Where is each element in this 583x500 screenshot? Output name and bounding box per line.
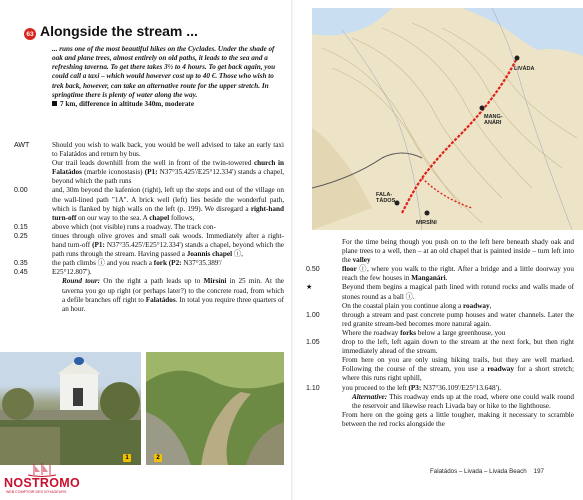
paragraph-text: floor ⓘ, where you walk to the right. After a bridge and a little doorway you reach the few houses in Manganári. [342, 265, 574, 283]
walking-time: ★ [306, 284, 313, 292]
walking-time: 0.45 [14, 269, 28, 277]
paragraph-text: On the coastal plain you continue along a roadway, [342, 301, 492, 310]
text-row [306, 393, 576, 411]
paragraph-text: From here on the going gets a little tougher, making it necessary to scramble between the red rocks alongside the [342, 410, 574, 428]
map-label-tados: TÁDOS [376, 198, 396, 204]
text-row [306, 411, 576, 429]
walking-time [306, 356, 342, 383]
photo-badge: 1 [123, 454, 131, 462]
paragraph-text: Where the roadway forks below a large greenhouse, you [342, 328, 506, 337]
paragraph-text: Round tour: On the right a path leads up to Mirsíni in 25 min. At the taverna you go up right (or perhaps later?) to the concrete road, from which a defile branches off right to Falatádos. In total you require three quarters of an hour. [62, 277, 284, 313]
right-main-text [306, 238, 576, 429]
paragraph-text: drop to the left, left again down to the stream at the next fork, but then right immediately ahead of the stream. [342, 338, 574, 356]
map-label-livada: LIVÁDA [514, 66, 535, 72]
stats-square-icon [52, 101, 57, 106]
paragraph-text: and, 30m beyond the kafenion (right), left up the steps and out of the village on the wall-lined path "1A". A brick well (left) lies beside the wonderful path, which is flanked by high walls on the left (p. 199). We disregard a right-hand turn-off on our way to the sea. A chapel follows, [52, 186, 284, 222]
running-head: Falatádos – Livada – Livada Beach [430, 468, 527, 475]
text-row [14, 159, 284, 186]
stats-line [52, 100, 194, 108]
text-row [306, 311, 576, 329]
text-row [306, 329, 576, 338]
walking-time: 0.15 [14, 223, 28, 231]
text-row [306, 384, 576, 393]
paragraph-text: For the time being though you push on to the left here beneath shady oak and plane trees to a well, then – at an old chapel that is painted inside – turn left into the valley [342, 238, 574, 265]
walking-time [306, 302, 342, 311]
page-number: 197 [533, 468, 544, 475]
text-row [306, 356, 576, 383]
chapel-illustration [0, 352, 141, 465]
walking-time: 1.10 [306, 384, 320, 392]
intro-text: ... runs one of the most beautiful hikes on the Cyclades. Under the shade of oak and plane trees, almost entirely on old paths, it leads to the sea and a refreshing taverna. To get there takes 3½ to 4 hours. To get back again, you could call a taxi – which would however cost up to 40 €. Those who wish to trek back, however, can take an alternative route for the upper stretch. In springtime there is plenty of water along the way. [52, 45, 276, 99]
paragraph-text: E25°12.807'). [52, 268, 92, 277]
walking-time: 1.00 [306, 311, 320, 319]
walking-time: 0.50 [306, 266, 320, 274]
text-row [306, 283, 576, 301]
paragraph-text: through a stream and past concrete pump houses and water channels. Later the red granite stream-bed becomes more natural again. [342, 310, 574, 328]
walking-time [306, 411, 342, 429]
text-row [306, 338, 576, 356]
text-row [14, 186, 284, 222]
text-row [14, 232, 284, 259]
left-main-text [14, 141, 284, 314]
intro-block [52, 45, 278, 109]
paragraph-text: Alternative: This roadway ends up at the road, where one could walk round the reservoir and likewise reach Livada bay or hike to the lighthouse. [352, 392, 574, 410]
paragraph-text: Beyond them begins a magical path lined with rotund rocks and walls made of stones round as a ball ⓘ. [342, 283, 574, 301]
walking-time: 0.25 [14, 232, 28, 240]
paragraph-text: Should you wish to walk back, you would be well advised to take an early taxi to Falatádos and return by bus. [52, 141, 284, 159]
walking-time [306, 329, 342, 338]
map-label-mirsini: MIRSÍNI [416, 220, 437, 226]
page-title: Alongside the stream ... [40, 23, 198, 39]
walking-time: 0.00 [14, 187, 28, 195]
text-row [306, 265, 576, 283]
paragraph-text: above which (not visible) runs a roadway. The track con- [52, 222, 216, 231]
route-map [312, 8, 583, 230]
map-label-anari: ANÁRI [484, 120, 502, 126]
page-footer [430, 468, 544, 475]
nostromo-logo [2, 462, 82, 498]
stats-text: 7 km, difference in altitude 340m, moderate [60, 99, 195, 108]
paragraph-text: tinues through olive groves and small oak woods. Immediately after a right-hand turn-off (P1: N37°35.425'/E25°12.334') stands a chapel, beyond which the path runs through the stream. Having passed a Joannis chapel ⓘ, [52, 231, 284, 259]
logo-name: NOSTROMO [4, 476, 81, 490]
walking-time [306, 238, 342, 265]
paragraph-text: Our trail leads downhill from the well in front of the twin-towered church in Falatádos (marble iconostasis) (P1: N37°35.425'/E25°12.334') stands a chapel, beyond which the path runs [52, 159, 284, 186]
walking-time [14, 159, 52, 186]
path-illustration [146, 352, 284, 465]
text-row [306, 238, 576, 265]
paragraph-text: From here on you are only using hiking trails, but they are well marked. Following the course of the stream, you use a roadway for a short stretch; where this runs right uphill, [342, 356, 574, 383]
walking-time: 0.35 [14, 260, 28, 268]
walking-time: 1.05 [306, 339, 320, 347]
text-row [14, 223, 284, 232]
photo-badge: 2 [154, 454, 162, 462]
photo-path [146, 352, 284, 465]
text-row [14, 277, 284, 313]
photo-chapel [0, 352, 141, 465]
logo-tagline: WEB COMPTOIR DES VOYAGEURS [6, 490, 67, 494]
walking-time: AWT [14, 142, 30, 149]
paragraph-text: the path climbs ⓘ and you reach a fork (P2: N37°35.389'/ [52, 259, 222, 268]
book-gutter [291, 0, 293, 500]
text-row [14, 141, 284, 159]
hike-number-badge: 63 [24, 28, 36, 40]
text-row [306, 302, 576, 311]
text-row [14, 259, 284, 268]
map-graphic [312, 8, 583, 230]
walking-time [14, 277, 52, 313]
map-label-mang: MANG- [484, 114, 503, 120]
paragraph-text: you proceed to the left (P3: N37°36.109'/E25°13.648'). [342, 383, 502, 392]
map-label-fala: FALA- [376, 192, 393, 198]
text-row [14, 268, 284, 277]
walking-time [306, 393, 342, 411]
